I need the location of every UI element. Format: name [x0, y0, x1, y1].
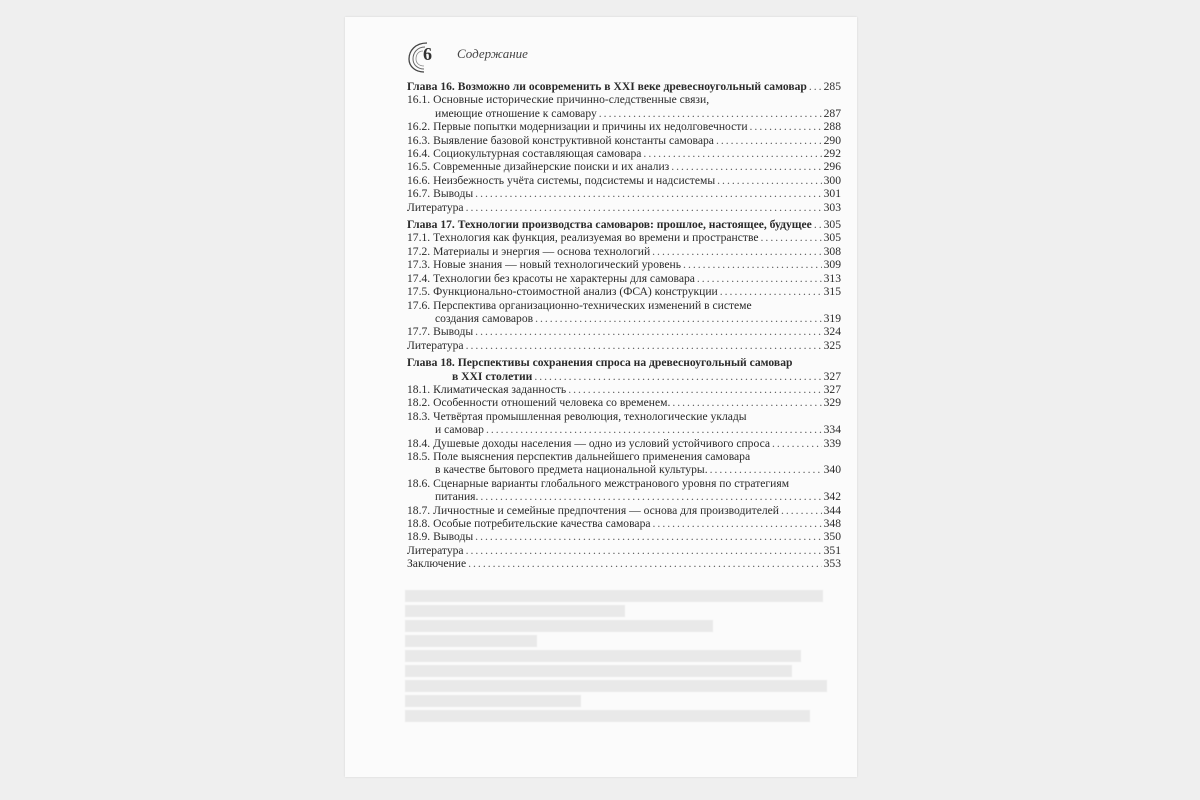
toc-page-number: 342: [823, 490, 841, 504]
toc-entry-section[interactable]: [407, 530, 841, 543]
dot-leader: [653, 517, 822, 530]
toc-section-title: Социокультурная составляющая самовара: [433, 147, 642, 161]
toc-section-title: Особые потребительские качества самовара: [433, 517, 651, 530]
toc-entry-section[interactable]: [407, 285, 841, 298]
toc-page-number: 327: [823, 382, 841, 396]
toc-entry-title: [407, 504, 779, 517]
toc-page-number: 348: [823, 517, 841, 530]
toc-entry-title: [407, 174, 715, 187]
toc-entry-title: [407, 325, 473, 338]
toc-section-title: Технология как функция, реализуемая во времени и пространстве: [433, 231, 759, 245]
toc-section-title: Поле выяснения перспектив дальнейшего применения самовара: [433, 449, 751, 463]
toc-entry-title: [407, 285, 718, 298]
toc-entry-chapter[interactable]: [407, 218, 841, 231]
dot-leader: [466, 339, 822, 352]
toc-section-number: 18.9.: [407, 530, 431, 544]
toc-entry-title: [407, 134, 714, 147]
toc-entry-section[interactable]: [407, 120, 841, 133]
toc-page-number: 300: [823, 173, 841, 187]
toc-entry-section[interactable]: [407, 517, 841, 530]
toc-entry-title: [407, 396, 670, 409]
toc-section-number: 17.7.: [407, 325, 431, 339]
dot-leader: [710, 463, 822, 476]
toc-page-number: 308: [823, 244, 841, 258]
toc-entry-title: [407, 120, 748, 133]
toc-section-title: Первые попытки модернизации и причины их недолговечности: [433, 120, 748, 134]
toc-section-title: Душевые доходы населения — одно из условий устойчивого спроса: [433, 436, 771, 450]
toc-section-title: Четвёртая промышленная революция, технологические уклады: [433, 409, 747, 423]
toc-section-number: 16.5.: [407, 160, 431, 174]
toc-entry-title: в XXI столетии: [452, 369, 533, 383]
toc-entry-title: [407, 299, 752, 312]
dot-leader: [652, 245, 821, 258]
toc-entry-section[interactable]: [407, 187, 841, 200]
toc-section-number: 17.2.: [407, 244, 431, 258]
toc-entry-title: [407, 410, 747, 423]
toc-entry-section[interactable]: [407, 272, 841, 285]
toc-section-title: Неизбежность учёта системы, подсистемы и надсистемы: [433, 173, 716, 187]
dot-leader: [475, 530, 821, 543]
book-page: [345, 17, 857, 777]
toc-entry-title: создания самоваров: [435, 311, 534, 325]
toc-entry-section[interactable]: [407, 134, 841, 147]
dot-leader: [781, 504, 822, 517]
toc-page-number: 303: [823, 200, 841, 214]
toc-page-number: 325: [823, 338, 841, 352]
toc-entry-title: Литература: [407, 200, 464, 214]
dot-leader: [809, 80, 822, 93]
toc-entry-title: [407, 383, 566, 396]
toc-section-number: 18.8.: [407, 517, 431, 530]
toc-page-number: 315: [823, 285, 841, 299]
dot-leader: [716, 134, 822, 147]
dot-leader: [814, 218, 822, 231]
toc-page-number: 319: [823, 311, 841, 325]
toc-section-title: Материалы и энергия — основа технологий: [433, 244, 651, 258]
toc-entry-section[interactable]: [407, 450, 841, 477]
dot-leader: [671, 160, 821, 173]
dot-leader: [534, 370, 821, 383]
dot-leader: [772, 437, 822, 450]
toc-entry-title: Глава 17. Технологии производства самоваров: прошлое, настоящее, будущее: [407, 218, 812, 232]
toc-entry-title: [407, 187, 473, 200]
toc-section-number: 18.4.: [407, 436, 431, 450]
toc-page-number: 305: [823, 231, 841, 245]
toc-page-number: 296: [823, 160, 841, 174]
toc-page-number: 309: [823, 258, 841, 272]
toc-entry-section[interactable]: [407, 174, 841, 187]
dot-leader: [697, 272, 822, 285]
toc-page-number: 290: [823, 133, 841, 147]
dot-leader: [643, 147, 821, 160]
toc-entry-title: Литература: [407, 543, 464, 557]
toc-entry-title: и самовар: [435, 423, 484, 437]
toc-section-number: 18.2.: [407, 396, 431, 410]
toc-entry-section[interactable]: [407, 383, 841, 396]
toc-entry-title: [407, 437, 770, 450]
toc-page-number: 285: [823, 80, 841, 93]
toc-entry-chapter[interactable]: [407, 356, 841, 383]
toc-page-number: 340: [823, 463, 841, 477]
toc-section-number: 18.7.: [407, 503, 431, 517]
toc-section-number: 18.3.: [407, 409, 431, 423]
dot-leader: [475, 325, 821, 338]
toc-page-number: 344: [823, 503, 841, 517]
toc-entry-title: [407, 258, 681, 271]
toc-section-number: 18.5.: [407, 449, 431, 463]
toc-page-number: 327: [823, 369, 841, 383]
toc-entry-title: Глава 16. Возможно ли осовременить в XXI веке древесноугольный самовар: [407, 80, 807, 93]
toc-entry-conclusion[interactable]: [407, 557, 841, 570]
toc-section-title: Современные дизайнерские поиски и их анализ: [433, 160, 670, 174]
toc-entry-section[interactable]: [407, 437, 841, 450]
toc-page-number: 329: [823, 396, 841, 410]
toc-section-title: Перспектива организационно-технических изменений в системе: [433, 298, 752, 312]
toc-entry-title: питания.: [435, 490, 479, 504]
toc-entry-title: в качестве бытового предмета национальной культуры.: [435, 463, 708, 477]
toc-page-number: 305: [823, 218, 841, 232]
toc-page-number: 350: [823, 530, 841, 544]
toc-entry-title: Глава 18. Перспективы сохранения спроса на древесноугольный самовар: [407, 356, 793, 370]
show-through-text: [405, 587, 845, 722]
toc-entry-title: [407, 93, 709, 106]
toc-entry-title: [407, 245, 650, 258]
toc-page-number: 353: [823, 557, 841, 571]
toc-page-number: 292: [823, 147, 841, 161]
toc-section-number: 17.5.: [407, 285, 431, 299]
toc-section-title: Личностные и семейные предпочтения — основа для производителей: [433, 503, 779, 517]
dot-leader: [717, 174, 821, 187]
toc-section-title: Особенности отношений человека со временем.: [433, 396, 671, 410]
dot-leader: [683, 258, 822, 271]
toc-entry-literature[interactable]: [407, 544, 841, 557]
toc-entry-section[interactable]: [407, 93, 841, 120]
toc-page-number: 287: [823, 106, 841, 120]
toc-page-number: 351: [823, 543, 841, 557]
toc-section-title: Функционально-стоимостной анализ (ФСА) конструкции: [433, 285, 718, 299]
toc-page-number: 313: [823, 271, 841, 285]
toc-entry-section[interactable]: [407, 245, 841, 258]
dot-leader: [599, 107, 822, 120]
toc-section-title: Сценарные варианты глобального межстранового уровня по стратегиям: [433, 476, 790, 490]
toc-entry-section[interactable]: [407, 258, 841, 271]
page-header: [405, 39, 705, 75]
toc-entry-title: [407, 477, 789, 490]
toc-section-number: 16.6.: [407, 173, 431, 187]
toc-entry-title: Заключение: [407, 557, 467, 571]
toc-entry-literature[interactable]: [407, 339, 841, 352]
toc-page-number: 334: [823, 423, 841, 437]
toc-section-title: Климатическая заданность: [433, 382, 567, 396]
toc-entry-title: [407, 530, 473, 543]
page-number: 6: [423, 44, 432, 64]
toc-entry-title: Литература: [407, 338, 464, 352]
toc-entry-section[interactable]: [407, 299, 841, 326]
dot-leader: [720, 285, 822, 298]
toc-entry-chapter[interactable]: [407, 80, 841, 93]
running-title: Содержание: [457, 46, 528, 61]
toc-section-title: Технологии без красоты не характерны для самовара: [433, 271, 695, 285]
toc-section-number: 17.1.: [407, 231, 431, 245]
toc-entry-title: [407, 450, 750, 463]
toc-section-number: 17.6.: [407, 298, 431, 312]
toc-entry-title: [407, 147, 641, 160]
dot-leader: [466, 544, 822, 557]
dot-leader: [480, 490, 821, 503]
toc-entry-section[interactable]: [407, 396, 841, 409]
toc-section-number: 16.3.: [407, 133, 431, 147]
toc-section-title: Выявление базовой конструктивной константы самовара: [433, 133, 714, 147]
toc-entry-title: [407, 160, 669, 173]
toc-section-title: Основные исторические причинно-следственные связи,: [433, 93, 710, 107]
dot-leader: [466, 201, 822, 214]
toc-section-title: Выводы: [433, 530, 474, 544]
toc-section-number: 17.4.: [407, 271, 431, 285]
toc-entry-literature[interactable]: [407, 201, 841, 214]
toc-entry-section[interactable]: [407, 160, 841, 173]
toc-page-number: 288: [823, 120, 841, 134]
toc-page-number: 339: [823, 436, 841, 450]
dot-leader: [535, 312, 822, 325]
toc-entry-section[interactable]: [407, 231, 841, 244]
toc-section-title: Выводы: [433, 325, 474, 339]
toc-entry-section[interactable]: [407, 325, 841, 338]
toc-section-title: Выводы: [433, 187, 474, 201]
dot-leader: [568, 383, 821, 396]
toc-page-number: 301: [823, 187, 841, 201]
toc-page-number: 324: [823, 325, 841, 339]
dot-leader: [468, 557, 821, 570]
toc-entry-section[interactable]: [407, 147, 841, 160]
toc-section-number: 16.4.: [407, 147, 431, 161]
table-of-contents: [407, 80, 841, 571]
dot-leader: [672, 396, 821, 409]
toc-section-number: 18.6.: [407, 476, 431, 490]
toc-section-title: Новые знания — новый технологический уровень: [433, 258, 682, 272]
toc-entry-title: [407, 231, 759, 244]
toc-section-number: 17.3.: [407, 258, 431, 272]
toc-entry-section[interactable]: [407, 477, 841, 504]
toc-section-number: 16.2.: [407, 120, 431, 134]
dot-leader: [750, 120, 822, 133]
toc-entry-section[interactable]: [407, 504, 841, 517]
dot-leader: [475, 187, 821, 200]
toc-entry-section[interactable]: [407, 410, 841, 437]
toc-section-number: 16.1.: [407, 93, 431, 107]
dot-leader: [761, 231, 822, 244]
toc-section-number: 18.1.: [407, 382, 431, 396]
toc-entry-title: имеющие отношение к самовару: [435, 106, 597, 120]
dot-leader: [486, 423, 822, 436]
toc-entry-title: [407, 517, 651, 530]
toc-entry-title: [407, 272, 695, 285]
toc-section-number: 16.7.: [407, 187, 431, 201]
